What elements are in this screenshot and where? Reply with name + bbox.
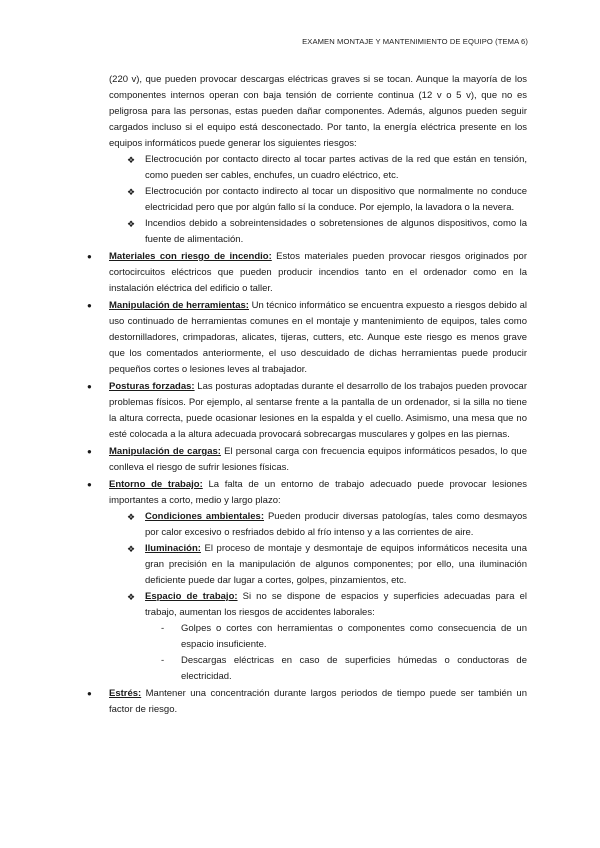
subitem-description: Pueden producir diversas patologías, tales como desmayos por calor excesivo o resfriados debido al frío intenso y a las corrientes de aire. xyxy=(145,511,527,538)
risk-description: Mantener una concentración durante largos periodos de tiempo puede ser también un factor de riesgo. xyxy=(109,688,527,715)
subitem-description: Si no se dispone de espacios y superficies adecuadas para el trabajo, aumentan los riesgos de accidentes laborales: xyxy=(145,591,527,618)
diamond-bullet-icon: ❖ xyxy=(127,219,136,229)
diamond-bullet-icon: ❖ xyxy=(127,544,136,554)
risk-term: Posturas forzadas: xyxy=(109,381,195,392)
risk-item-environment xyxy=(87,477,527,509)
risk-description: Un técnico informático se encuentra expuesto a riesgos debido al uso continuado de herramientas comunes en el montaje y mantenimiento de equipos, tales como destornilladores, crimpadoras, alicates, tijeras, cutters, etc. Aunque este riesgo es menos grave que los comentados anteriormente, el uso descuidado de dichas herramientas puede producir pequeños cortes o lesiones leves al trabajador. xyxy=(109,300,527,375)
space-risk-item xyxy=(109,621,527,653)
round-bullet-icon: ● xyxy=(87,252,92,261)
environment-subitem xyxy=(109,509,527,541)
electric-risk-item xyxy=(109,216,527,248)
risk-term: Materiales con riesgo de incendio: xyxy=(109,251,272,262)
space-risk-item xyxy=(109,653,527,685)
round-bullet-icon: ● xyxy=(87,301,92,310)
risk-description: La falta de un entorno de trabajo adecuado puede provocar lesiones importantes a corto, medio y largo plazo: xyxy=(109,479,527,506)
round-bullet-icon: ● xyxy=(87,689,92,698)
risk-term: Manipulación de herramientas: xyxy=(109,300,249,311)
page-header: EXAMEN MONTAJE Y MANTENIMIENTO DE EQUIPO (TEMA 6) xyxy=(302,37,528,46)
subitem-term: Condiciones ambientales: xyxy=(145,511,265,522)
risk-item-materials xyxy=(87,249,527,297)
risk-term: Estrés: xyxy=(109,688,142,699)
risk-term: Entorno de trabajo: xyxy=(109,479,203,490)
diamond-bullet-icon: ❖ xyxy=(127,155,136,165)
subitem-term: Iluminación: xyxy=(145,543,201,554)
environment-subitem xyxy=(109,589,527,621)
intro-paragraph: (220 v), que pueden provocar descargas eléctricas graves si se tocan. Aunque la mayoría de los componentes internos operan con baja tensión de corriente continua (12 v o 5 v), que no es peligrosa para las personas, estas pueden dañar componentes. Además, algunos pueden seguir cargados incluso si el equipo está desconectado. Por tanto, la energía eléctrica presente en los equipos informáticos puede generar los siguientes riesgos: xyxy=(109,74,527,149)
subitem-description: El proceso de montaje y desmontaje de equipos informáticos necesita una gran precisión en la manipulación de algunos componentes; por ello, una iluminación deficiente puede dar lugar a cortes, golpes, pinzamientos, etc. xyxy=(145,543,527,586)
diamond-bullet-icon: ❖ xyxy=(127,512,136,522)
risk-item-tools xyxy=(87,298,527,378)
diamond-bullet-icon: ❖ xyxy=(127,187,136,197)
diamond-bullet-icon: ❖ xyxy=(127,592,136,602)
electric-risk-item xyxy=(109,184,527,216)
space-risk-text: Descargas eléctricas en caso de superficies húmedas o conductoras de electricidad. xyxy=(181,655,527,682)
electric-risk-item xyxy=(109,152,527,184)
risk-term: Manipulación de cargas: xyxy=(109,446,221,457)
space-risk-text: Golpes o cortes con herramientas o componentes como consecuencia de un espacio insuficiente. xyxy=(181,623,527,650)
risk-description: Las posturas adoptadas durante el desarrollo de los trabajos pueden provocar problemas físicos. Por ejemplo, al sentarse frente a la pantalla de un ordenador, si la silla no tiene la altura correcta, puede ocasionar lesiones en la espalda y el cuello. Asimismo, una mesa que no esté colocada a la altura adecuada provocará sobrecargas musculares y golpes en las piernas. xyxy=(109,381,527,440)
round-bullet-icon: ● xyxy=(87,382,92,391)
page-content xyxy=(87,72,527,718)
dash-bullet-icon: - xyxy=(161,655,165,666)
risk-item-stress xyxy=(87,686,527,718)
electric-risk-text: Electrocución por contacto indirecto al tocar un dispositivo que normalmente no conduce electricidad pero que por algún fallo sí la conduce. Por ejemplo, la lavadora o la nevera. xyxy=(145,186,527,213)
risk-description: Estos materiales pueden provocar riesgos originados por cortocircuitos eléctricos que pueden producir incendios tanto en el ordenador como en la instalación eléctrica del edificio o taller. xyxy=(109,251,527,294)
round-bullet-icon: ● xyxy=(87,447,92,456)
round-bullet-icon: ● xyxy=(87,480,92,489)
risk-item-postures xyxy=(87,379,527,443)
electric-risk-text: Electrocución por contacto directo al tocar partes activas de la red que están en tensión, como pueden ser cables, enchufes, un cuadro eléctrico, etc. xyxy=(145,154,527,181)
subitem-term: Espacio de trabajo: xyxy=(145,591,238,602)
dash-bullet-icon: - xyxy=(161,623,165,634)
environment-subitem xyxy=(109,541,527,589)
risk-description: El personal carga con frecuencia equipos informáticos pesados, lo que conlleva el riesgo de sufrir lesiones físicas. xyxy=(109,446,527,473)
risk-item-loads xyxy=(87,444,527,476)
electric-risk-text: Incendios debido a sobreintensidades o sobretensiones de algunos dispositivos, como la fuente de alimentación. xyxy=(145,218,527,245)
